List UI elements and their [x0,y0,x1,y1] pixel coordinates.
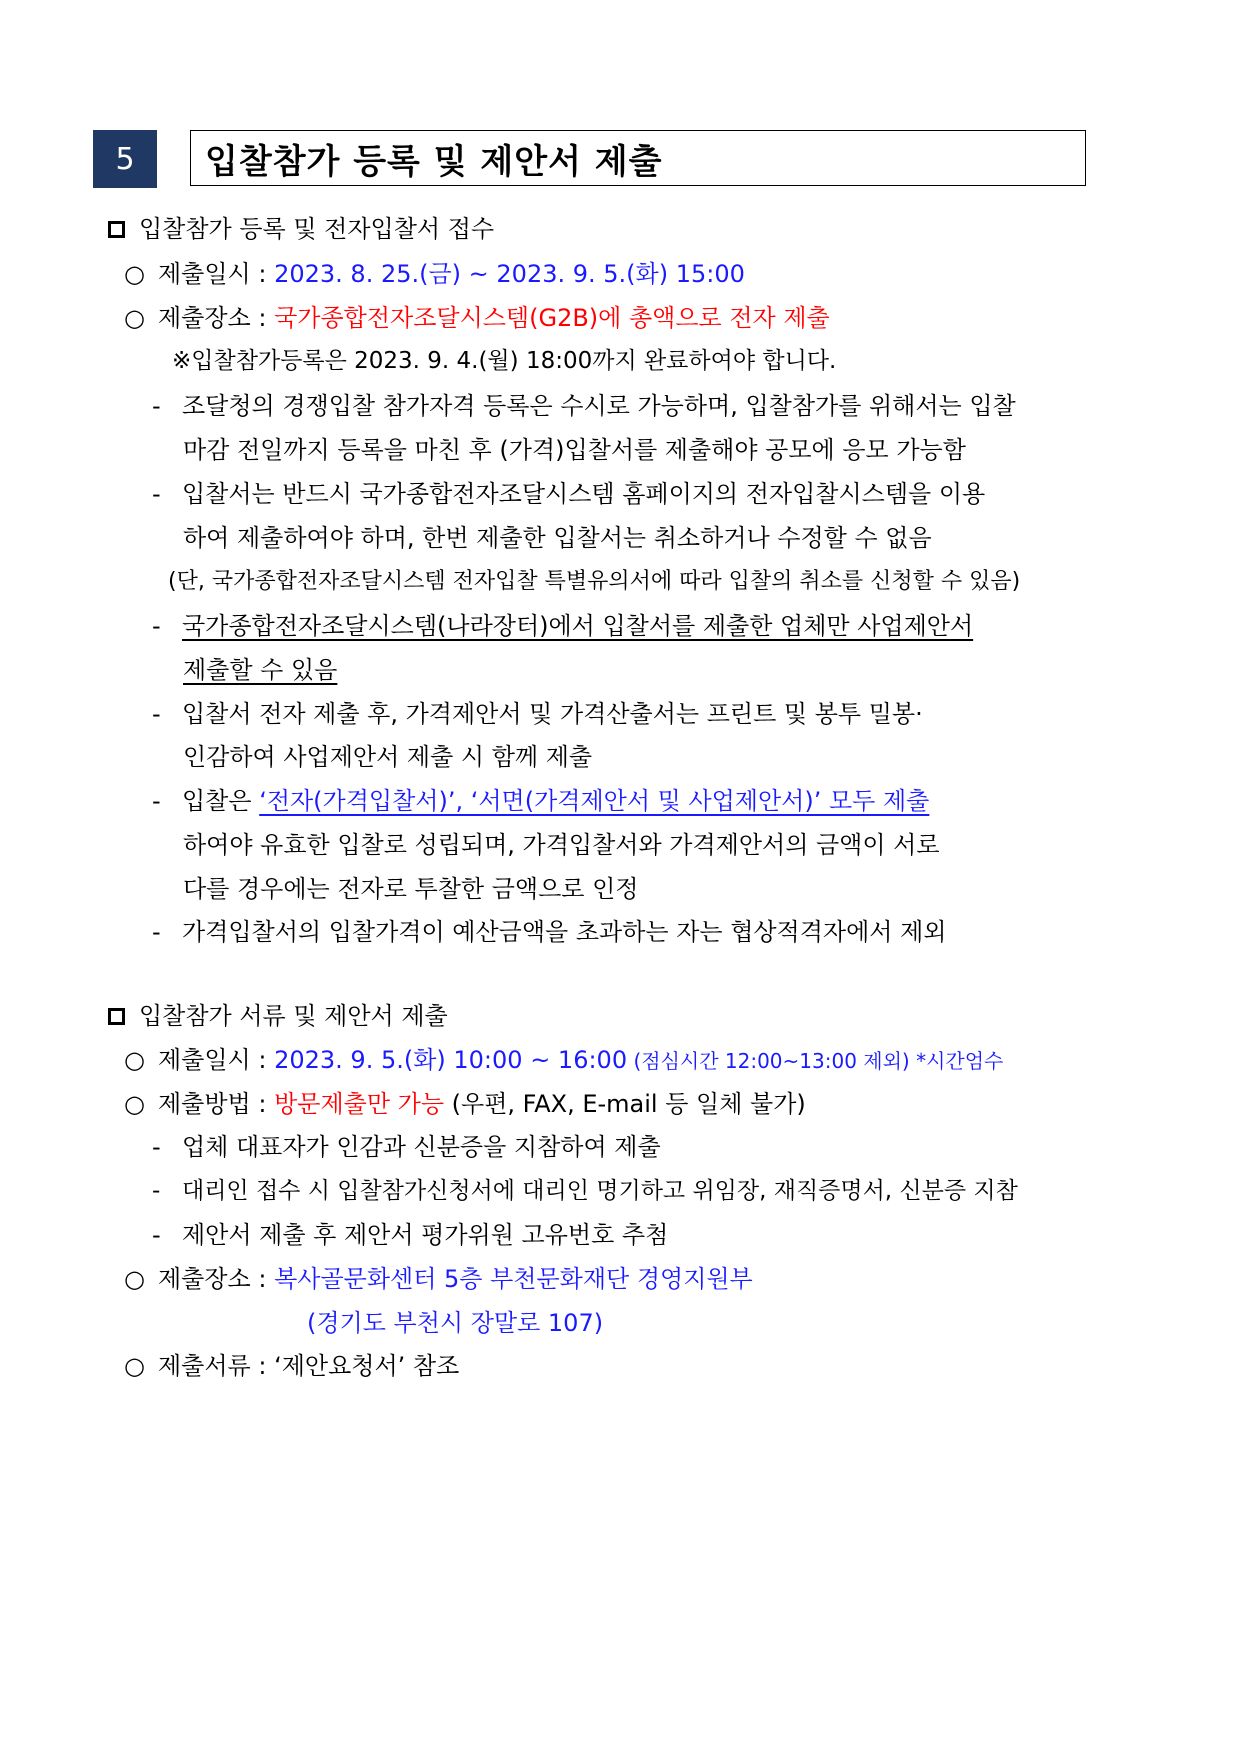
part1-item-4: - 입찰서 전자 제출 후, 가격제안서 및 가격산출서는 프린트 및 봉투 밀봉· [152,700,923,728]
part1-place-value: 국가종합전자조달시스템(G2B)에 총액으로 전자 제출 [274,304,830,332]
part2-place-value: 복사골문화센터 5층 부천문화재단 경영지원부 [274,1265,753,1293]
part1-item-5-cont2: 다를 경우에는 전자로 투찰한 금액으로 인정 [183,875,639,903]
circle-bullet-icon: ○ [124,1265,145,1293]
circle-bullet-icon: ○ [124,1090,145,1118]
part1-date-value: 2023. 8. 25.(금) ~ 2023. 9. 5.(화) 15:00 [274,260,745,288]
part1-item-6: - 가격입찰서의 입찰가격이 예산금액을 초과하는 자는 협상적격자에서 제외 [152,918,947,946]
part2-item-3: - 제안서 제출 후 제안서 평가위원 고유번호 추첨 [152,1221,669,1249]
part1-heading: 입찰참가 등록 및 전자입찰서 접수 [108,213,494,245]
part2-method-value: 방문제출만 가능 [274,1090,445,1118]
part2-method-note: (우편, FAX, E-mail 등 일체 불가) [444,1090,806,1118]
part1-item-1: - 조달청의 경쟁입찰 참가자격 등록은 수시로 가능하며, 입찰참가를 위해서는 입찰 [152,392,1016,420]
circle-bullet-icon: ○ [124,1046,145,1074]
part2-date-note: (점심시간 12:00~13:00 제외) *시간엄수 [627,1049,1004,1073]
section-number: 5 [93,130,157,188]
part2-docs: ○ 제출서류 : ‘제안요청서’ 참조 [124,1352,460,1380]
part2-date-value: 2023. 9. 5.(화) 10:00 ~ 16:00 [274,1046,628,1074]
part2-docs-value: ‘제안요청서’ 참조 [274,1352,460,1380]
part2-place-address: (경기도 부천시 장말로 107) [307,1309,604,1337]
part1-item-5-highlight: ‘전자(가격입찰서)’, ‘서면(가격제안서 및 사업제안서)’ 모두 제출 [259,787,930,815]
part1-note: ※입찰참가등록은 2023. 9. 4.(월) 18:00까지 완료하여야 합니다. [172,348,837,374]
checkbox-square-icon [108,1008,125,1025]
circle-bullet-icon: ○ [124,260,145,288]
part2-item-2: - 대리인 접수 시 입찰참가신청서에 대리인 명기하고 위임장, 재직증명서, 신분증 지참 [152,1178,1018,1204]
part1-item-3: - 국가종합전자조달시스템(나라장터)에서 입찰서를 제출한 업체만 사업제안서 [152,612,974,640]
part2-heading: 입찰참가 서류 및 제안서 제출 [108,1000,448,1032]
circle-bullet-icon: ○ [124,304,145,332]
part1-item-2-cont: 하여 제출하여야 하며, 한번 제출한 입찰서는 취소하거나 수정할 수 없음 [183,524,932,552]
part2-place: ○ 제출장소 : 복사골문화센터 5층 부천문화재단 경영지원부 [124,1265,753,1293]
part2-date: ○ 제출일시 : 2023. 9. 5.(화) 10:00 ~ 16:00 (점심시간 12:00~13:00 제외) *시간엄수 [124,1046,1004,1074]
section-title: 입찰참가 등록 및 제안서 제출 [190,130,1086,186]
part1-place: ○ 제출장소 : 국가종합전자조달시스템(G2B)에 총액으로 전자 제출 [124,304,830,332]
part2-method: ○ 제출방법 : 방문제출만 가능 (우편, FAX, E-mail 등 일체 불가) [124,1090,806,1118]
part1-item-2-note: (단, 국가종합전자조달시스템 전자입찰 특별유의서에 따라 입찰의 취소를 신청할 수 있음) [168,569,1021,594]
part1-date: ○ 제출일시 : 2023. 8. 25.(금) ~ 2023. 9. 5.(화) 15:00 [124,260,745,288]
circle-bullet-icon: ○ [124,1352,145,1380]
part2-item-1: - 업체 대표자가 인감과 신분증을 지참하여 제출 [152,1133,661,1161]
part1-item-2: - 입찰서는 반드시 국가종합전자조달시스템 홈페이지의 전자입찰시스템을 이용 [152,480,986,508]
part1-item-5: - 입찰은 ‘전자(가격입찰서)’, ‘서면(가격제안서 및 사업제안서)’ 모두 제출 [152,787,930,815]
section-header [93,130,1088,188]
part1-item-5-cont: 하여야 유효한 입찰로 성립되며, 가격입찰서와 가격제안서의 금액이 서로 [183,831,940,859]
part1-item-3-cont: 제출할 수 있음 [183,656,338,684]
part1-item-4-cont: 인감하여 사업제안서 제출 시 함께 제출 [183,743,593,771]
checkbox-square-icon [108,221,125,238]
part1-item-1-cont: 마감 전일까지 등록을 마친 후 (가격)입찰서를 제출해야 공모에 응모 가능함 [183,436,966,464]
